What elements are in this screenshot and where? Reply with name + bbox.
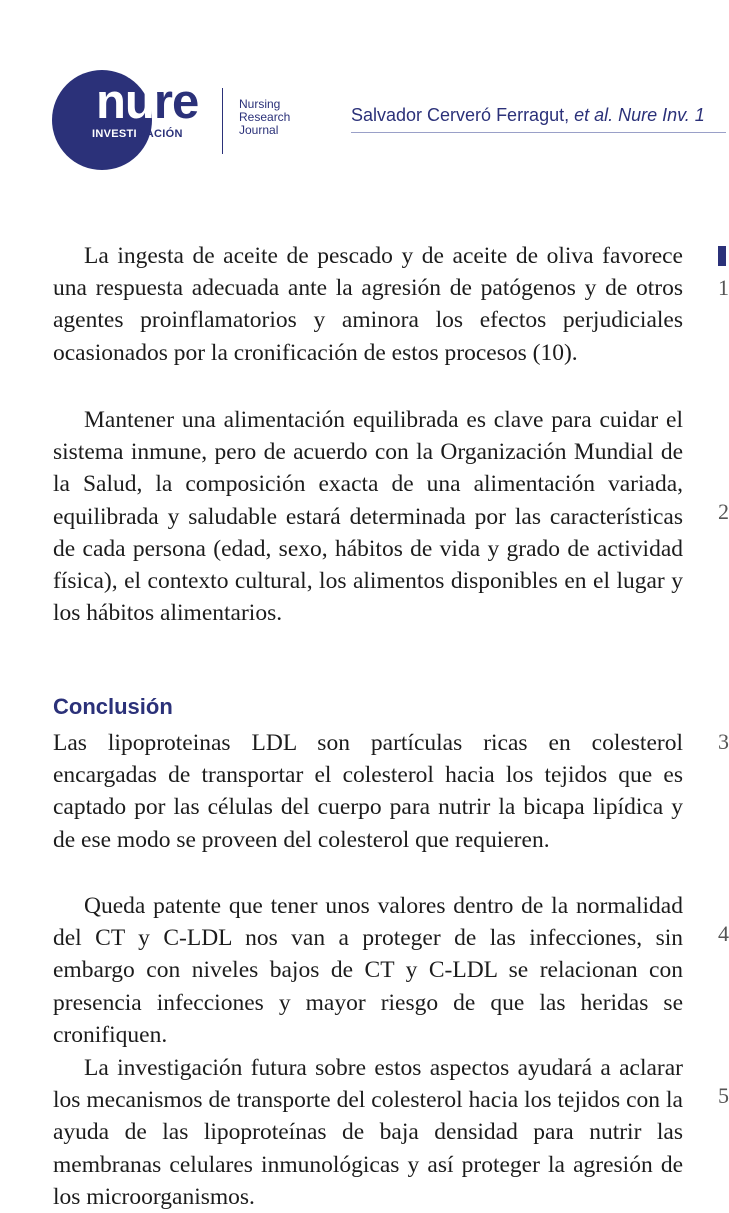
header-divider [222, 88, 223, 154]
logo-subtitle [92, 128, 183, 140]
paragraph-1: La ingesta de aceite de pescado y de aceite de oliva favorece una respuesta adecuada ante la agresión de patógenos y de otros agentes proinflamatorios y aminora los efectos perjudiciales ocasionados por la cronificación de estos procesos (10). [53, 243, 683, 366]
paragraph-3: Las lipoproteinas LDL son partículas ricas en colesterol encargadas de transportar el colesterol hacia los tejidos que es captado por las células del cuerpo para nutrir la bicapa lipídica y de ese modo se proveen del colesterol que requieren. [53, 730, 683, 853]
header-rule [351, 132, 726, 133]
running-head [351, 104, 705, 126]
edge-reference-number: 2 [718, 499, 729, 524]
running-head-citation: et al. Nure Inv. 1 [574, 105, 705, 125]
journal-subtitle-line: Nursing [239, 97, 281, 111]
paragraph-2: Mantener una alimentación equilibrada es clave para cuidar el sistema inmune, pero de acuerdo con la Organización Mundial de la Salud, la composición exacta de una alimentación variada, equilibrada y saludable estará determinada por las características de cada persona (edad, sexo, hábitos de vida y grado de actividad física), el contexto cultural, los alimentos disponibles en el lugar y los hábitos alimentarios. [53, 407, 683, 627]
journal-subtitle [239, 98, 329, 137]
logo-subtitle-part-b: GACIÓN [136, 128, 183, 140]
logo-subtitle-part-a: INVESTI [92, 128, 137, 140]
body-column [53, 890, 683, 1051]
edge-reference-number: 1 [718, 275, 729, 300]
journal-subtitle-line: Research [239, 110, 291, 124]
running-head-author: Salvador Cerveró Ferragut, [351, 105, 575, 125]
body-column [53, 404, 683, 629]
logo-wordmark [96, 75, 199, 129]
paragraph-5: La investigación futura sobre estos aspectos ayudará a aclarar los mecanismos de transporte del colesterol hacia los tejidos con la ayuda de las lipoproteínas de baja densidad para nutrir las membranas celulares inmunológicas y así proteger la agresión de los microorganismos. [53, 1055, 683, 1210]
section-heading: Conclusión [53, 694, 173, 719]
edge-reference-number: 3 [718, 729, 729, 754]
logo-wordmark-part-a: nu [96, 75, 154, 129]
body-column [53, 727, 683, 856]
edge-reference-number: 4 [718, 921, 729, 946]
logo-wordmark-part-b: re [153, 75, 199, 129]
journal-subtitle-line: Journal [239, 123, 279, 137]
edge-reference-number: 5 [718, 1083, 729, 1108]
body-column [53, 1052, 683, 1213]
paragraph-4: Queda patente que tener unos valores dentro de la normalidad del CT y C-LDL nos van a proteger de las infecciones, sin embargo con niveles bajos de CT y C-LDL se relacionan con presencia infecciones y mayor riesgo de que las heridas se cronifiquen. [53, 893, 683, 1048]
body-column [53, 240, 683, 369]
edge-heading-mark [718, 246, 726, 266]
